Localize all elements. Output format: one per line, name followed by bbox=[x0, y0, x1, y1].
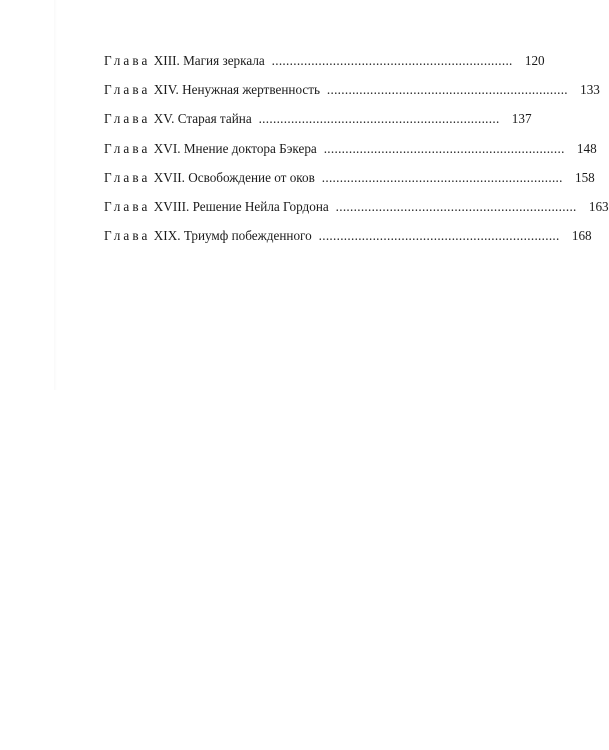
page-number: 168 bbox=[571, 228, 592, 244]
chapter-word: Глава bbox=[104, 82, 151, 98]
toc-entry-chapter-14 bbox=[104, 79, 600, 108]
toc-entry-chapter-17 bbox=[104, 167, 595, 196]
toc-entry-chapter-19 bbox=[104, 225, 592, 254]
chapter-title: XVII. Освобождение от оков bbox=[153, 169, 315, 185]
chapter-word: Глава bbox=[104, 140, 151, 156]
chapter-title: XIX. Триумф побежденного bbox=[153, 228, 312, 244]
dot-leader: ................................................................... bbox=[318, 169, 563, 185]
table-of-contents bbox=[104, 50, 609, 254]
chapter-word: Глава bbox=[104, 198, 151, 214]
chapter-word: Глава bbox=[104, 169, 151, 185]
toc-entry-chapter-13 bbox=[104, 50, 545, 79]
dot-leader: ................................................................... bbox=[323, 82, 568, 98]
page-number: 120 bbox=[524, 53, 545, 68]
chapter-title: XVI. Мнение доктора Бэкера bbox=[153, 140, 317, 156]
dot-leader: ................................................................... bbox=[320, 140, 565, 156]
page-number: 137 bbox=[511, 111, 532, 127]
dot-leader: ................................................................... bbox=[254, 111, 500, 127]
page-edge-shadow bbox=[54, 0, 57, 390]
chapter-word: Глава bbox=[104, 111, 151, 127]
dot-leader: ................................................................... bbox=[332, 198, 577, 214]
chapter-word: Глава bbox=[104, 53, 151, 68]
page-number: 158 bbox=[574, 169, 595, 185]
dot-leader: ................................................................... bbox=[268, 53, 513, 68]
page-number: 133 bbox=[580, 82, 600, 98]
chapter-title: XVIII. Решение Нейла Гордона bbox=[153, 198, 329, 214]
toc-entry-chapter-15 bbox=[104, 108, 532, 137]
dot-leader: ................................................................... bbox=[315, 228, 560, 244]
chapter-word: Глава bbox=[104, 228, 151, 244]
chapter-title: XV. Старая тайна bbox=[153, 111, 252, 127]
toc-entry-chapter-18 bbox=[104, 196, 609, 225]
chapter-title: XIII. Магия зеркала bbox=[153, 53, 265, 68]
chapter-title: XIV. Ненужная жертвенность bbox=[153, 82, 320, 98]
page-number: 163 bbox=[588, 198, 609, 214]
toc-entry-chapter-16 bbox=[104, 138, 597, 167]
page-number: 148 bbox=[576, 140, 597, 156]
